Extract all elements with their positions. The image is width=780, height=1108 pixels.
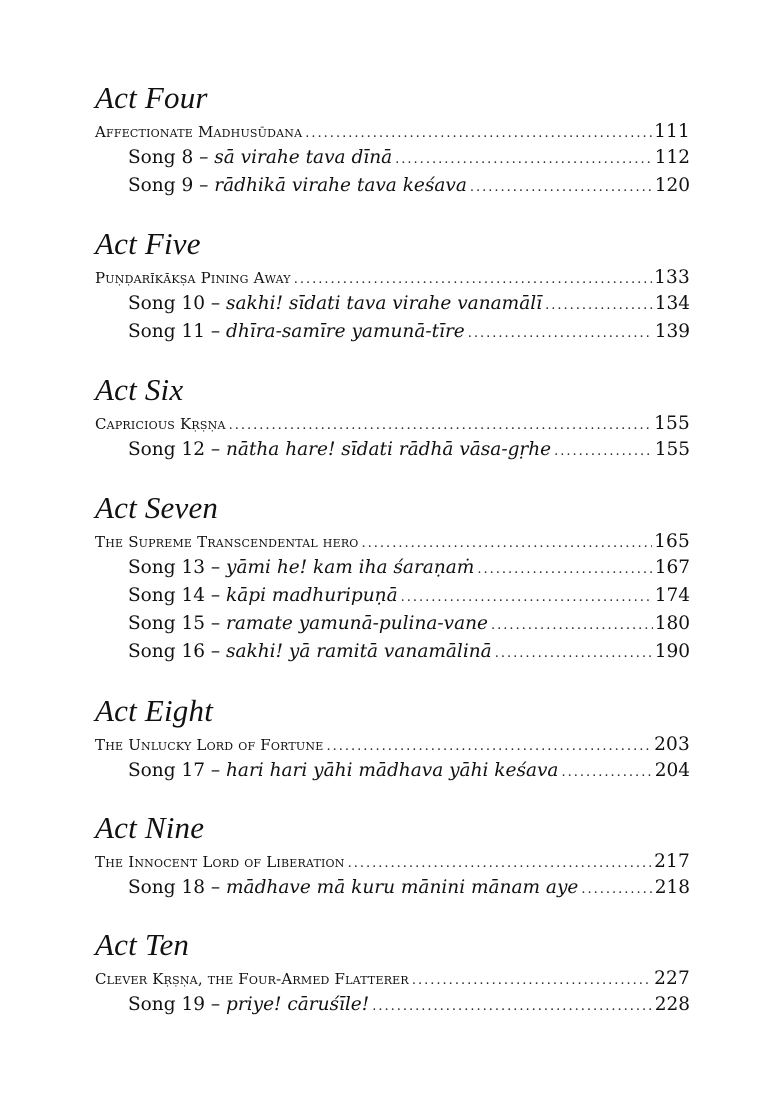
song-entry[interactable]	[95, 436, 690, 464]
page-number: 165	[654, 531, 690, 552]
dot-leader	[495, 640, 653, 668]
page-number: 111	[654, 121, 690, 142]
song-entry[interactable]	[95, 582, 690, 610]
dot-leader	[491, 612, 653, 640]
page-number: 155	[654, 439, 690, 460]
song-title: ramate yamunā-pulina-vane	[226, 613, 488, 634]
act-title: Act Four	[95, 80, 208, 115]
act-title: Act Nine	[95, 810, 205, 845]
song-entry[interactable]	[95, 144, 690, 172]
chapter-title: Puṇḍarīkākṣa Pining Away	[95, 269, 291, 287]
song-label	[128, 874, 578, 902]
song-entry[interactable]	[95, 874, 690, 902]
song-number: Song 8 –	[128, 147, 215, 168]
dot-leader	[477, 556, 652, 584]
page-number: 155	[654, 413, 690, 434]
act-section	[95, 80, 690, 200]
song-number: Song 19 –	[128, 994, 227, 1015]
song-entry[interactable]	[95, 172, 690, 200]
song-title: hari hari yāhi mādhava yāhi keśava	[226, 760, 559, 781]
song-title: dhīra-samīre yamunā-tīre	[226, 321, 465, 342]
song-label	[128, 991, 369, 1019]
chapter-title: The Supreme Transcendental hero	[95, 533, 359, 551]
song-number: Song 17 –	[128, 760, 227, 781]
page-number: 227	[654, 968, 690, 989]
dot-leader	[412, 969, 652, 993]
dot-leader	[581, 876, 652, 904]
page-number: 120	[654, 175, 690, 196]
song-title: yāmi he! kam iha śaraṇaṁ	[226, 557, 475, 578]
act-title: Act Five	[95, 226, 201, 261]
song-title: priye! cāruśīle!	[226, 994, 370, 1015]
dot-leader	[362, 532, 653, 556]
song-entry[interactable]	[95, 638, 690, 666]
song-entry[interactable]	[95, 991, 690, 1019]
chapter-title: Affectionate Madhusūdana	[95, 123, 303, 141]
chapter-entry[interactable]	[95, 412, 690, 436]
act-section	[95, 490, 690, 666]
page-number: 139	[654, 321, 690, 342]
song-title: kāpi madhuripuṇā	[226, 585, 398, 606]
song-label	[128, 436, 551, 464]
dot-leader	[294, 268, 652, 292]
dot-leader	[468, 320, 653, 348]
song-number: Song 15 –	[128, 613, 227, 634]
act-section	[95, 810, 690, 902]
dot-leader	[326, 735, 652, 759]
dot-leader	[401, 584, 653, 612]
chapter-entry[interactable]	[95, 530, 690, 554]
dot-leader	[545, 292, 653, 320]
act-section	[95, 927, 690, 1019]
song-number: Song 18 –	[128, 877, 227, 898]
dot-leader	[554, 438, 653, 466]
song-label	[128, 757, 558, 785]
act-title: Act Six	[95, 372, 184, 407]
page-number: 228	[654, 994, 690, 1015]
song-number: Song 9 –	[128, 175, 215, 196]
act-section	[95, 693, 690, 785]
act-title: Act Ten	[95, 927, 190, 962]
act-title: Act Eight	[95, 693, 214, 728]
act-title: Act Seven	[95, 490, 219, 525]
song-number: Song 12 –	[128, 439, 227, 460]
chapter-entry[interactable]	[95, 266, 690, 290]
chapter-entry[interactable]	[95, 733, 690, 757]
dot-leader	[229, 414, 652, 438]
dot-leader	[348, 852, 652, 876]
chapter-entry[interactable]	[95, 967, 690, 991]
song-label	[128, 582, 398, 610]
act-section	[95, 226, 690, 346]
song-entry[interactable]	[95, 610, 690, 638]
song-number: Song 16 –	[128, 641, 227, 662]
page-number: 174	[654, 585, 690, 606]
chapter-entry[interactable]	[95, 120, 690, 144]
dot-leader	[305, 122, 652, 146]
song-title: rādhikā virahe tava keśava	[214, 175, 467, 196]
dot-leader	[470, 174, 653, 202]
page-number: 203	[654, 734, 690, 755]
chapter-title: The Innocent Lord of Liberation	[95, 853, 345, 871]
song-title: mādhave mā kuru mānini mānam aye	[226, 877, 579, 898]
song-entry[interactable]	[95, 290, 690, 318]
dot-leader	[372, 993, 652, 1021]
song-title: sakhi! sīdati tava virahe vanamālī	[226, 293, 543, 314]
song-label	[128, 144, 392, 172]
song-label	[128, 610, 488, 638]
chapter-title: Capricious Kṛṣṇa	[95, 415, 226, 433]
act-section	[95, 372, 690, 464]
song-label	[128, 554, 474, 582]
page-number: 167	[654, 557, 690, 578]
song-number: Song 10 –	[128, 293, 227, 314]
dot-leader	[395, 146, 653, 174]
dot-leader	[561, 759, 652, 787]
chapter-title: The Unlucky Lord of Fortune	[95, 736, 324, 754]
song-label	[128, 290, 542, 318]
song-number: Song 11 –	[128, 321, 227, 342]
song-number: Song 13 –	[128, 557, 227, 578]
song-entry[interactable]	[95, 757, 690, 785]
page-number: 204	[654, 760, 690, 781]
song-label	[128, 318, 465, 346]
song-label	[128, 638, 492, 666]
song-title: sakhi! yā ramitā vanamālinā	[226, 641, 492, 662]
song-entry[interactable]	[95, 554, 690, 582]
chapter-entry[interactable]	[95, 850, 690, 874]
song-number: Song 14 –	[128, 585, 227, 606]
page-number: 218	[654, 877, 690, 898]
song-title: sā virahe tava dīnā	[214, 147, 393, 168]
page-number: 190	[654, 641, 690, 662]
song-entry[interactable]	[95, 318, 690, 346]
page-number: 217	[654, 851, 690, 872]
song-title: nātha hare! sīdati rādhā vāsa-gṛhe	[226, 439, 552, 460]
chapter-title: Clever Kṛṣṇa, the Four-Armed Flatterer	[95, 970, 409, 988]
page-number: 133	[654, 267, 690, 288]
page-number: 134	[654, 293, 690, 314]
page-number: 180	[654, 613, 690, 634]
page-number: 112	[654, 147, 690, 168]
song-label	[128, 172, 467, 200]
